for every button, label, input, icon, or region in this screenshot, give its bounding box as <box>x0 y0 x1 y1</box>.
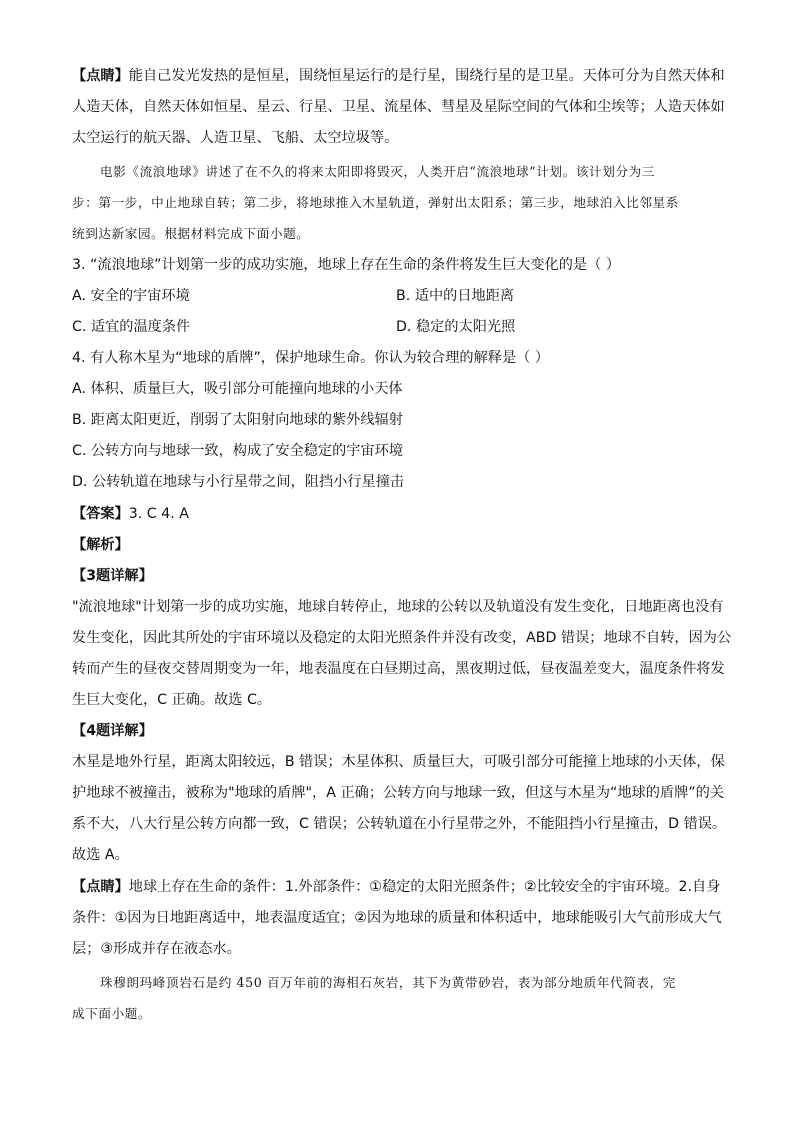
tip-paragraph-2-line-1 <box>72 872 724 903</box>
material-2-line-2: 成下面小题。 <box>72 1006 152 1021</box>
tip-paragraph-1-line-1 <box>72 61 724 92</box>
tip-paragraph-2-line-2: 条件：①因为日地距离适中，地表温度适宜；②因为地球的质量和体积适中，地球能吸引大气前形成大气 <box>72 910 722 926</box>
material-2-line-1: 珠穆朗玛峰顶岩石是约 450 百万年前的海相石灰岩，其下为黄带砂岩，表为部分地质年代简表，完 <box>100 975 676 990</box>
tip-text-2: 地球上存在生命的条件：1.外部条件：①稳定的太阳光照条件；②比较安全的宇宙环境。2.自身 <box>128 879 721 895</box>
detail-3-line-4: 生巨大变化，C 正确。故选 C。 <box>72 692 272 708</box>
answer-tag: 【答案】 <box>72 506 129 522</box>
detail-3-line-1: "流浪地球"计划第一步的成功实施，地球自转停止，地球的公转以及轨道没有发生变化，日地距离也没有 <box>72 599 724 615</box>
question-4-option-c: C. 公转方向与地球一致，构成了安全稳定的宇宙环境 <box>72 443 404 459</box>
question-4-stem: 4. 有人称木星为“地球的盾牌”，保护地球生命。你认为较合理的解释是（ ） <box>72 350 550 366</box>
question-4-option-d: D. 公转轨道在地球与小行星带之间，阻挡小行星撞击 <box>72 474 405 490</box>
analysis-tag: 【解析】 <box>72 537 129 553</box>
tip-tag-2: 【点睛】 <box>72 879 129 895</box>
question-3-option-d: D. 稳定的太阳光照 <box>396 319 516 335</box>
question-3-option-b: B. 适中的日地距离 <box>396 288 515 304</box>
question-4-option-b: B. 距离太阳更近，削弱了太阳射向地球的紫外线辐射 <box>72 412 403 428</box>
detail-4-line-4: 故选 A。 <box>72 847 129 863</box>
material-1-line-2: 步：第一步，中止地球自转；第二步，将地球推入木星轨道，弹射出太阳系；第三步，地球泊入比邻星系 <box>72 195 679 210</box>
tip-paragraph-2-line-3: 层；③形成并存在液态水。 <box>72 941 241 957</box>
detail-3-line-3: 转而产生的昼夜交替周期变为一年，地表温度在白昼期过高，黑夜期过低，昼夜温差变大，温度条件将发 <box>72 661 725 677</box>
detail-4-line-3: 系不大，八大行星公转方向都一致，C 错误；公转轨道在小行星带之外，不能阻挡小行星撞击，D 错误。 <box>72 816 727 832</box>
detail-4-line-2: 护地球不被撞击，被称为"地球的盾牌"，A 正确；公转方向与地球一致，但这与木星为“地球的盾牌”的关 <box>72 785 725 801</box>
question-3-option-c: C. 适宜的温度条件 <box>72 319 191 335</box>
tip-paragraph-1-line-2: 人造天体，自然天体如恒星、星云、行星、卫星、流星体、彗星及星际空间的气体和尘埃等；人造天体如 <box>72 99 725 115</box>
answer-text: 3. C 4. A <box>128 506 189 522</box>
question-4-option-a: A. 体积、质量巨大，吸引部分可能撞向地球的小天体 <box>72 381 403 397</box>
detail-4-tag: 【4题详解】 <box>72 723 153 739</box>
tip-tag: 【点睛】 <box>72 68 129 84</box>
material-1-line-3: 统到达新家园。根据材料完成下面小题。 <box>72 226 310 241</box>
answer-line <box>72 499 724 530</box>
material-1-line-1: 电影《流浪地球》讲述了在不久的将来太阳即将毁灭，人类开启“流浪地球”计划。该计划分为三 <box>100 164 656 179</box>
tip-paragraph-1-line-3: 太空运行的航天器、人造卫星、飞船、太空垃圾等。 <box>72 130 399 146</box>
detail-3-tag: 【3题详解】 <box>72 568 153 584</box>
question-3-option-a: A. 安全的宇宙环境 <box>72 288 190 304</box>
tip-text: 能自己发光发热的是恒星，围绕恒星运行的是行星，围绕行星的是卫星。天体可分为自然天体和 <box>128 68 725 84</box>
question-3-stem: 3. “流浪地球”计划第一步的成功实施，地球上存在生命的条件将发生巨大变化的是（ ） <box>72 257 621 273</box>
detail-3-line-2: 发生变化，因此其所处的宇宙环境以及稳定的太阳光照条件并没有改变，ABD 错误；地球不自转，因为公 <box>72 630 732 646</box>
detail-4-line-1: 木星是地外行星，距离太阳较远，B 错误；木星体积、质量巨大，可吸引部分可能撞上地球的小天体，保 <box>72 754 725 770</box>
